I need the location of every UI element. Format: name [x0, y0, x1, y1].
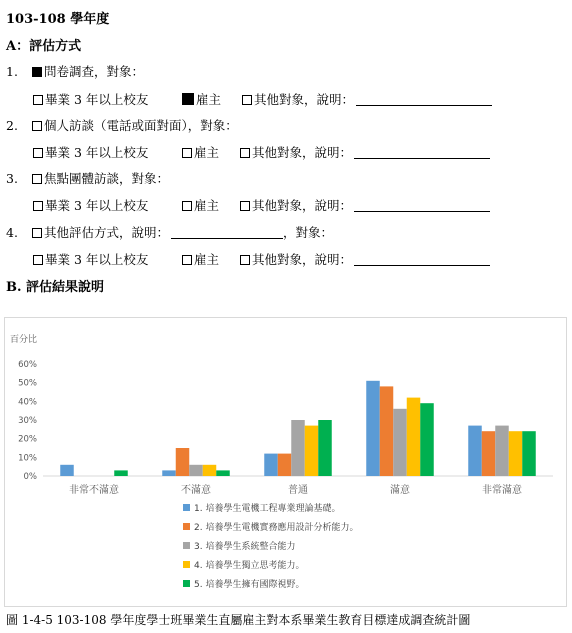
alumni-checkbox[interactable] [33, 95, 43, 105]
legend-entry: 5. 培養學生擁有國際視野。 [194, 580, 305, 590]
alumni-checkbox[interactable] [33, 255, 43, 265]
bar [305, 426, 319, 476]
other-target-checkbox[interactable] [240, 255, 250, 265]
x-category-label: 滿意 [390, 485, 410, 496]
method-label: 焦點團體訪談，對象： [44, 171, 170, 186]
employer-checkbox[interactable] [182, 93, 194, 105]
legend-swatch [183, 561, 190, 568]
method-checkbox[interactable] [32, 174, 42, 184]
other-target-blank[interactable] [354, 253, 490, 266]
y-axis-label: 百分比 [10, 335, 38, 345]
x-category-label: 非常不滿意 [69, 485, 119, 496]
bar [366, 381, 380, 476]
method-checkbox[interactable] [32, 121, 42, 131]
y-tick-label: 40% [18, 397, 37, 408]
alumni-checkbox[interactable] [33, 201, 43, 211]
legend-swatch [183, 523, 190, 530]
x-category-label: 非常滿意 [482, 485, 522, 496]
x-category-label: 不滿意 [181, 485, 211, 496]
bar [203, 465, 217, 476]
alumni-label: 畢業 3 年以上校友 [45, 252, 149, 267]
item-2-head [6, 116, 238, 134]
method-label: 其他評估方式，說明： [44, 225, 170, 240]
legend-swatch [183, 580, 190, 587]
legend-entry: 1. 培養學生電機工程專業理論基礎。 [194, 504, 341, 514]
bar [162, 470, 176, 476]
section-a-heading: A：評估方式 [6, 39, 82, 54]
other-target-checkbox[interactable] [240, 201, 250, 211]
bar [522, 431, 536, 476]
bar [380, 386, 394, 476]
bar [393, 409, 407, 476]
item-number: 1. [6, 64, 18, 79]
item-number: 4. [6, 225, 18, 240]
employer-checkbox[interactable] [182, 148, 192, 158]
item-1-options [33, 90, 492, 108]
legend-swatch [183, 542, 190, 549]
bar [509, 431, 523, 476]
method-checkbox[interactable] [32, 228, 42, 238]
y-tick-label: 50% [18, 378, 37, 389]
alumni-label: 畢業 3 年以上校友 [45, 92, 149, 107]
method-checkbox[interactable] [32, 67, 42, 77]
legend-entry: 3. 培養學生系統整合能力 [194, 542, 296, 552]
item-number: 2. [6, 118, 18, 133]
bar [264, 454, 278, 476]
other-target-blank[interactable] [354, 146, 490, 159]
y-tick-label: 0% [23, 472, 37, 482]
bar [189, 465, 203, 476]
method-tail: ，對象： [283, 225, 334, 240]
other-target-label: 其他對象，說明： [252, 198, 353, 213]
document-title: 103-108 學年度 [6, 12, 110, 27]
section-b-heading: B. 評估結果說明 [6, 280, 105, 295]
bar [291, 420, 305, 476]
bar [407, 398, 421, 476]
method-label: 問卷調查，對象： [44, 64, 145, 79]
item-number: 3. [6, 171, 18, 186]
employer-label: 雇主 [194, 145, 220, 160]
survey-chart-svg [5, 318, 566, 606]
bar [60, 465, 74, 476]
item-2-options [33, 143, 490, 161]
employer-checkbox[interactable] [182, 201, 192, 211]
y-tick-label: 10% [18, 453, 37, 464]
item-3-options [33, 196, 490, 214]
bar [482, 431, 496, 476]
alumni-label: 畢業 3 年以上校友 [45, 198, 149, 213]
other-target-label: 其他對象，說明： [252, 145, 353, 160]
x-category-label: 普通 [288, 485, 308, 496]
employer-label: 雇主 [194, 198, 220, 213]
other-target-label: 其他對象，說明： [252, 252, 353, 267]
item-1-head [6, 62, 144, 80]
employer-checkbox[interactable] [182, 255, 192, 265]
item-3-head [6, 169, 169, 187]
bar [420, 403, 434, 476]
other-target-checkbox[interactable] [242, 95, 252, 105]
method-label: 個人訪談（電話或面對面），對象： [44, 118, 238, 133]
bar [318, 420, 332, 476]
bar [216, 470, 230, 476]
employer-label: 雇主 [194, 252, 220, 267]
legend-entry: 2. 培養學生電機實務應用設計分析能力。 [194, 523, 359, 533]
other-target-label: 其他對象，說明： [254, 92, 355, 107]
employer-label: 雇主 [196, 92, 222, 107]
bar [278, 454, 292, 476]
legend-swatch [183, 504, 190, 511]
y-tick-label: 60% [18, 360, 37, 370]
legend-entry: 4. 培養學生獨立思考能力。 [194, 561, 305, 571]
other-method-blank[interactable] [171, 226, 283, 239]
bar [468, 426, 482, 476]
bar [495, 426, 509, 476]
y-tick-label: 20% [18, 434, 37, 445]
bar [114, 470, 128, 476]
alumni-label: 畢業 3 年以上校友 [45, 145, 149, 160]
survey-chart [4, 317, 567, 607]
figure-caption: 圖 1-4-5 103-108 學年度學士班畢業生直屬雇主對本系畢業生教育目標達成調查統計圖 [6, 613, 471, 627]
alumni-checkbox[interactable] [33, 148, 43, 158]
other-target-blank[interactable] [354, 199, 490, 212]
other-target-checkbox[interactable] [240, 148, 250, 158]
item-4-options [33, 250, 490, 268]
item-4-head [6, 223, 333, 241]
other-target-blank[interactable] [356, 93, 492, 106]
y-tick-label: 30% [18, 416, 37, 426]
bar [176, 448, 190, 476]
